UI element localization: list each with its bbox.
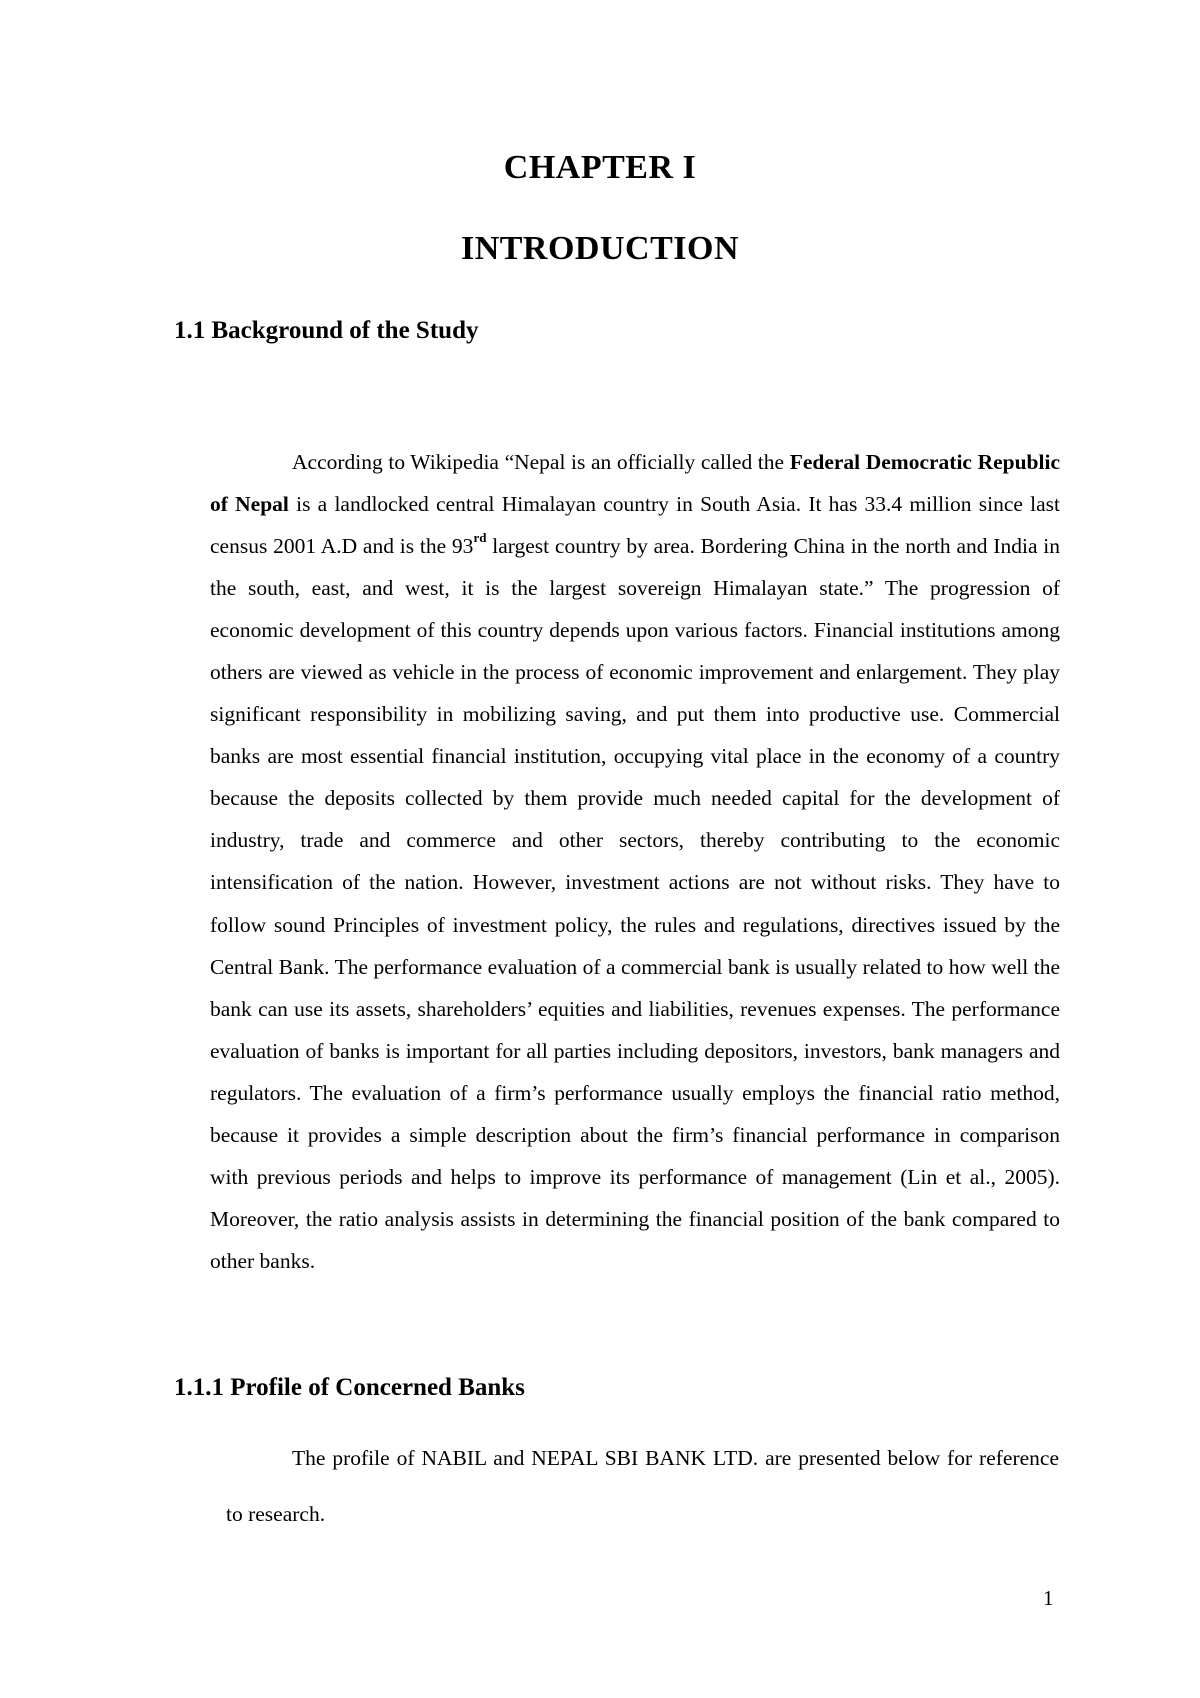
section-heading: 1.1 Background of the Study [174, 317, 479, 344]
background-bold-country-name: Federal Democratic Republic of Nepal [210, 450, 1060, 517]
background-text-part2: is a landlocked central Himalayan country in South Asia. It has 33.4 million since last census 2001 A.D and is the 93 [210, 492, 1060, 559]
page-number: 1 [1043, 1586, 1054, 1610]
background-text-part1: According to Wikipedia “Nepal is an officially called the [292, 450, 790, 474]
profile-paragraph: The profile of NABIL and NEPAL SBI BANK LTD. are presented below for reference to research. [226, 1446, 1059, 1526]
ordinal-superscript: rd [473, 529, 487, 545]
chapter-subtitle: INTRODUCTION [460, 230, 740, 267]
chapter-title: CHAPTER I [503, 149, 697, 186]
background-text-part3: largest country by area. Bordering China in the north and India in the south, east, and west, it is the largest sovereign Himalayan state.” The progression of economic development of this country depends upon various factors. Financial institutions among others are viewed as vehicle in the process of economic improvement and enlargement. They play significant responsibility in mobilizing saving, and put them into productive use. Commercial banks are most essential financial institution, occupying vital place in the economy of a country because the deposits collected by them provide much needed capital for the development of industry, trade and commerce and other sectors, thereby contributing to the economic intensification of the nation. However, investment actions are not without risks. They have to follow sound Principles of investment policy, the rules and regulations, directives issued by the Central Bank. The performance evaluation of a commercial bank is usually related to how well the bank can use its assets, shareholders’ equities and liabilities, revenues expenses. The performance evaluation of banks is important for all parties including depositors, investors, bank managers and regulators. The evaluation of a firm’s performance usually employs the financial ratio method, because it provides a simple description about the firm’s financial performance in comparison with previous periods and helps to improve its performance of management (Lin et al., 2005). Moreover, the ratio analysis assists in determining the financial position of the bank compared to other banks. [210, 534, 1060, 1273]
subsection-heading: 1.1.1 Profile of Concerned Banks [174, 1374, 525, 1401]
background-paragraph [210, 441, 1060, 1282]
